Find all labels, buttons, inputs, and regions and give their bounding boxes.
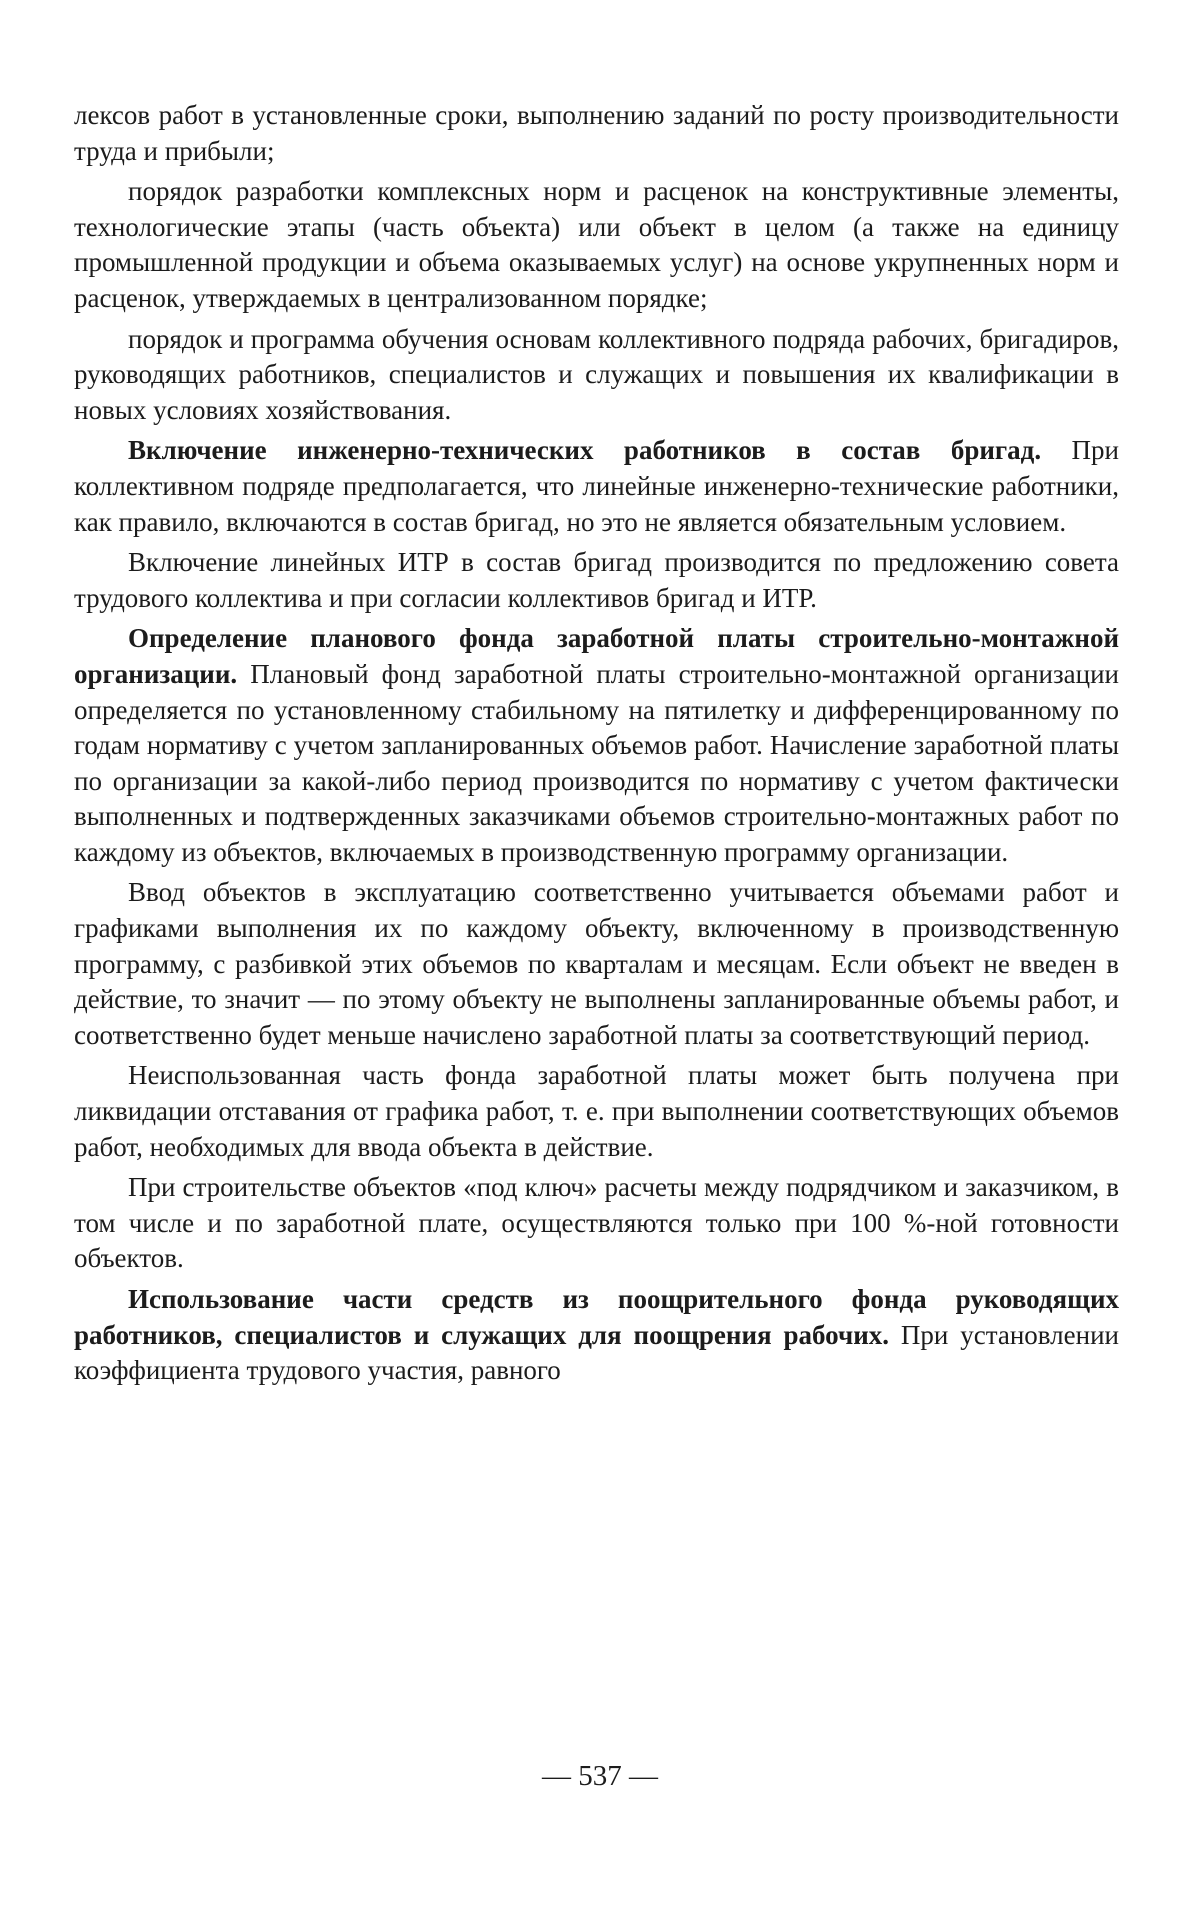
paragraph xyxy=(74,1170,1119,1277)
paragraph xyxy=(74,433,1119,540)
paragraph xyxy=(74,545,1119,616)
paragraph-text: порядок разработки комплексных норм и расценок на конструктивные элементы, технологические этапы (часть объекта) или объект в целом (а также на единицу промышленной продукции и объема оказываемых услуг) на основе укрупненных норм и расценок, утверждаемых в централизованном порядке; xyxy=(74,176,1119,313)
paragraph-text: лексов работ в установленные сроки, выполнению заданий по росту производительности труда и прибыли; xyxy=(74,100,1119,166)
paragraph xyxy=(74,875,1119,1053)
run-in-heading: Использование части средств из поощрительного фонда руководящих работников, специалистов и служащих для поощрения рабочих. xyxy=(74,1284,1119,1350)
page-body xyxy=(74,98,1119,1394)
paragraph xyxy=(74,1058,1119,1165)
paragraph xyxy=(74,322,1119,429)
paragraph-text: Неиспользованная часть фонда заработной платы может быть получена при ликвидации отставания от графика работ, т. е. при выполнении соответствующих объемов работ, необходимых для ввода объекта в действие. xyxy=(74,1060,1119,1162)
paragraph-text: При коллективном подряде предполагается, что линейные инженерно-технические работники, как правило, включаются в состав бригад, но это не является обязательным условием. xyxy=(74,435,1119,537)
paragraph xyxy=(74,98,1119,169)
paragraph xyxy=(74,174,1119,316)
paragraph-text: При установлении коэффициента трудового участия, равного xyxy=(74,1319,1119,1386)
page-number: — 537 — xyxy=(542,1760,658,1792)
paragraph-text: При строительстве объектов «под ключ» расчеты между подрядчиком и заказчиком, в том числе и по заработной плате, осуществляются только при 100 %-ной готовности объектов. xyxy=(74,1172,1119,1274)
paragraph xyxy=(74,621,1119,870)
paragraph-text: порядок и программа обучения основам коллективного подряда рабочих, бригадиров, руководящих работников, специалистов и служащих и повышения их квалификации в новых условиях хозяйствования. xyxy=(74,323,1119,425)
paragraph xyxy=(74,1282,1119,1389)
run-in-heading: Определение планового фонда заработной платы строительно-монтажной организации. xyxy=(74,623,1119,689)
paragraph-text: Включение линейных ИТР в состав бригад производится по предложению совета трудового коллектива и при согласии коллективов бригад и ИТР. xyxy=(74,547,1119,613)
run-in-heading: Включение инженерно-технических работников в состав бригад. xyxy=(128,435,1042,466)
paragraph-text: Ввод объектов в эксплуатацию соответственно учитывается объемами работ и графиками выполнения их по каждому объекту, включенному в производственную программу, с разбивкой этих объемов по кварталам и месяцам. Если объект не введен в действие, то значит — по этому объекту не выполнены запланированные объемы работ, и соответственно будет меньше начислено заработной платы за соответствующий период. xyxy=(74,877,1119,1050)
paragraph-text: Плановый фонд заработной платы строительно-монтажной организации определяется по установленному стабильному на пятилетку и дифференцированному по годам нормативу с учетом запланированных объемов работ. Начисление заработной платы по организации за какой-либо период производится по нормативу с учетом фактически выполненных и подтвержденных заказчиками объемов строительно-монтажных работ по каждому из объектов, включаемых в производственную программу организации. xyxy=(74,658,1119,867)
